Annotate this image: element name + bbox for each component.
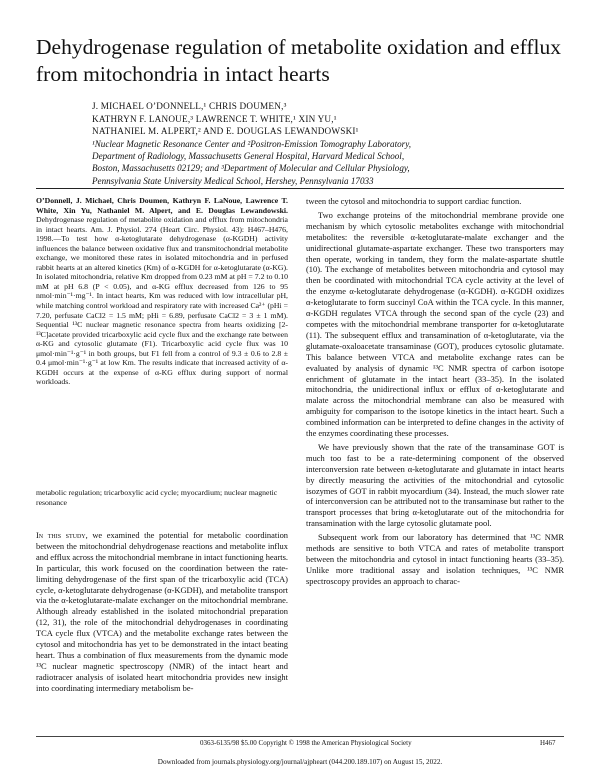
- footer-divider: [36, 736, 564, 737]
- paragraph: tween the cytosol and mitochondria to support cardiac function.: [306, 196, 522, 206]
- abstract: [36, 196, 288, 387]
- article-title: Dehydrogenase regulation of metabolite oxidation and efflux from mitochondria in intact hearts: [36, 35, 561, 86]
- download-notice: Downloaded from journals.physiology.org/journal/ajpheart (044.200.189.107) on August 15, 2022.: [157, 758, 443, 766]
- affiliation-line: Pennsylvania State University Medical School, Hershey, Pennsylvania 17033: [92, 175, 374, 186]
- author-line: KATHRYN F. LANOUE,³ LAWRENCE T. WHITE,¹ XIN YU,¹: [92, 113, 337, 124]
- paragraph: We have previously shown that the rate of the transaminase GOT is much too fast to be a rate-determining component of the observed interconversion rate between α-ketoglutarate and glutamate in intact hearts by directly measuring the activities of the mitochondrial and cytosolic isozymes of GOT in rabbit myocardium (34). Instead, the much slower rate of interconversion can be attributed not to the transaminase but rather to the transport processes that bring α-ketoglutarate out of the mitochondria for transamination with the large cytosolic glutamate pool.: [306, 441, 564, 529]
- author-line: NATHANIEL M. ALPERT,² AND E. DOUGLAS LEWANDOWSKI¹: [92, 126, 359, 136]
- copyright-line: 0363-6135/98 $5.00 Copyright © 1998 the American Physiological Society: [200, 739, 412, 747]
- right-column: [306, 196, 564, 587]
- author-line: J. MICHAEL O’DONNELL,¹ CHRIS DOUMEN,³: [92, 101, 287, 111]
- paragraph: Two exchange proteins of the mitochondrial membrane provide one mechanism by which cytosolic metabolites exchange with mitochondrial metabolites: the reversible α-ketoglutarate-malate exchanger and the unidirectional glutamate-aspartate exchanger. These two transporters may then operate, working in tandem, they form the malate-aspartate shuttle (10). The exchange of metabolites between mitochondria and cytosol may then be coordinated with mitochondrial TCA cycle activity at the level of the enzyme α-ketoglutarate dehydrogenase (α-KGDH). α-KGDH oxidizes α-ketoglutarate to form succinyl CoA within the TCA cycle. In this manner, α-KGDH regulates VTCA through the second span of the cycle (23) and competes with the mitochondrial membrane transporter for α-ketoglutarate (11). The subsequent efflux and transamination of α-ketoglutarate, via the glutamate-oxaloacetate transaminase (GOT), produces cytosolic glutamate. This balance between VTCA and metabolite exchange rates can be evaluated by analysis of dynamic ¹³C NMR spectra of carbon isotope enrichment of glutamate in the intact heart (33–35). In the isolated mitochondria, the unidirectional influx or efflux of α-ketoglutarate and malate across the mitochondrial membrane can also be measured with ambiguity for comparison to the isotope kinetics in the intact heart. Such a combined information can be interpreted to define changes in the activity of the enzymes coordinating these processes.: [306, 209, 564, 439]
- affiliation-line: ¹Nuclear Magnetic Resonance Center and ²Positron-Emission Tomography Laboratory,: [92, 139, 411, 149]
- affiliation-line: Department of Radiology, Massachusetts General Hospital, Harvard Medical School,: [92, 151, 405, 162]
- intro-text: we examined the potential for metabolic coordination between the mitochondrial dehydrogenase reactions and metabolite influx and efflux across the mitochondrial membrane in intact functioning hearts. In particular, this work focused on the coordination between the rate-limiting dehydrogenase of the first span of the tricarboxylic acid (TCA) cycle, α-ketoglutarate dehydrogenase (α-KGDH), and metabolite transport via the α-ketoglutarate-malate exchanger on the mitochondrial membrane. Although already established in the isolated mitochondrial preparation (12, 31), the role of the mitochondrial dehydrogenases in coordinating TCA cycle flux (VTCA) and the metabolite exchange rates between the cytosol and mitochondria has yet to be demonstrated in the intact beating heart. Thus a combination of flux measurements from the dynamic mode ¹³C nuclear magnetic spectroscopy (NMR) of the intact heart and radiotracer analysis of isolated heart mitochondria provides new insight into coordinating intermediary metabolism be-: [36, 530, 289, 693]
- intro-lead: In this study,: [36, 530, 88, 540]
- author-list: [92, 100, 572, 138]
- keywords: metabolic regulation; tricarboxylic acid cycle; myocardium; nuclear magnetic resonance: [36, 488, 278, 507]
- introduction: [36, 530, 288, 694]
- affiliation-line: Boston, Massachusetts 02129; and ³Department of Molecular and Cellular Physiology,: [92, 163, 410, 174]
- page-number: H467: [540, 739, 556, 747]
- abstract-citation-authors: O’Donnell, J. Michael, Chris Doumen, Kathryn F. LaNoue, Lawrence T. White, Xin Yu, Nathaniel M. Alpert, and E. Douglas Lewandowski.: [36, 196, 288, 215]
- affiliations: [92, 138, 572, 187]
- header-divider: [36, 188, 564, 189]
- paragraph: Subsequent work from our laboratory has determined that ¹³C NMR methods are sensitive to both VTCA and rates of metabolite transport between the mitochondria and cytosol in intact functioning hearts (33–35). Unlike more traditional assay and isolation techniques, ¹³C NMR spectroscopy provides an approach to charac-: [306, 532, 564, 586]
- abstract-body: Dehydrogenase regulation of metabolite oxidation and efflux from mitochondria in intact hearts. Am. J. Physiol. 274 (Heart Circ. Physiol. 43): H467–H476, 1998.—To test how α-ketoglutarate dehydrogenase (α-KGDH) activity influences the balance between oxidative flux and transmitochondrial metabolite exchange, we monitored these rates in isolated mitochondria and in perfused rabbit hearts at an altered kinetics (Km) of α-KGDH for α-ketoglutarate (α-KG). In isolated mitochondria, relative Km dropped from 0.23 mM at pH = 7.2 to 0.10 mM at pH 6.8 (P < 0.05), and α-KG efflux decreased from 126 to 95 nmol·min⁻¹·mg⁻¹. In intact hearts, Km was reduced with low intracellular pH, while matching control workload and respiratory rate with increased Ca²⁺ (pHi = 7.20, perfusate CaCl2 = 1.5 mM; pHi = 6.89, perfusate CaCl2 = 3 ± 1 mM). Sequential ¹³C nuclear magnetic resonance spectra from hearts oxidizing [2-¹³C]acetate provided tricarboxylic acid cycle flux and the exchange rate between α-KG and cytosolic glutamate (F1). Tricarboxylic acid cycle flux was 10 μmol·min⁻¹·g⁻¹ in both groups, but F1 fell from a control of 9.3 ± 0.6 to 2.8 ± 0.4 μmol·min⁻¹·g⁻¹ at low Km. The results indicate that increased activity of α-KGDH occurs at the expense of α-KG efflux during support of normal workloads.: [36, 215, 288, 387]
